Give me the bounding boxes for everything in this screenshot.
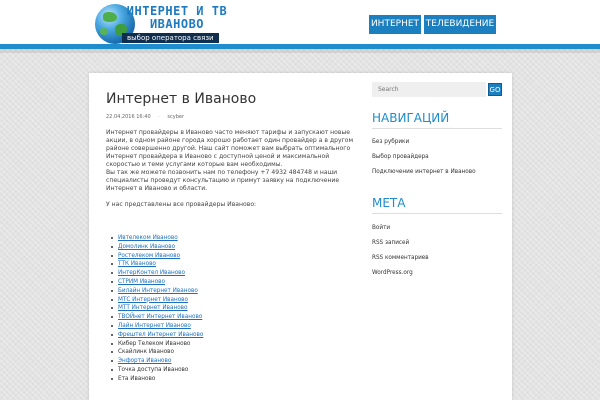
- post-paragraph-3: У нас представлены все провайдеры Иваново:: [106, 201, 257, 209]
- provider-link[interactable]: МТТ Интернет Иваново: [118, 305, 188, 312]
- list-item: [118, 331, 203, 340]
- widget-divider: [372, 213, 502, 214]
- sidebar-item-meta[interactable]: WordPress.org: [372, 270, 413, 276]
- meta-widget-title: МЕТА: [372, 196, 406, 210]
- sidebar-item-category[interactable]: Без рубрики: [372, 139, 410, 145]
- header-shadow: [0, 49, 600, 53]
- provider-link[interactable]: ТВОЙнет Интернет Иваново: [118, 314, 203, 321]
- search-box: [372, 82, 486, 97]
- site-header: [0, 0, 600, 44]
- site-title-line1: ИНТЕРНЕТ И ТВ: [126, 4, 228, 18]
- provider-link[interactable]: Энфорта Иваново: [118, 358, 172, 365]
- list-item: [118, 348, 203, 357]
- search-input[interactable]: [372, 82, 488, 97]
- sidebar-item-category[interactable]: Подключение интернет в Иваново: [372, 169, 476, 175]
- provider-link[interactable]: ИнтерКонтел Иваново: [118, 270, 186, 277]
- list-item: [118, 296, 203, 305]
- list-item: [118, 304, 203, 313]
- search-go-button[interactable]: GO: [488, 83, 502, 96]
- provider-text: Точка доступа Иваново: [118, 366, 189, 373]
- post-title[interactable]: Интернет в Иваново: [106, 91, 257, 107]
- list-item: [118, 278, 203, 287]
- site-tagline: выбор оператора связи: [122, 33, 219, 43]
- nav-item-tv[interactable]: ТЕЛЕВИДЕНИЕ: [424, 15, 496, 34]
- provider-text: Скайлинк Иваново: [118, 349, 175, 356]
- post-author[interactable]: scyber: [167, 114, 185, 120]
- widget-divider: [372, 128, 502, 129]
- provider-link[interactable]: Фрештел Интернет Иваново: [118, 331, 204, 338]
- provider-text: Ета Иваново: [118, 375, 156, 382]
- list-item: [118, 252, 203, 261]
- meta-separator: ·: [158, 114, 160, 120]
- site-title[interactable]: [118, 5, 236, 35]
- provider-link[interactable]: ТТК Иваново: [118, 261, 156, 268]
- list-item: [118, 375, 203, 384]
- list-item: [118, 243, 203, 252]
- post-paragraph-1: Интернет провайдеры в Иваново часто меняют тарифы и запускают новые акции, в одном районе города хорошо работает один провайдер а в другом районе совершенно другой. Наш сайт поможет вам выбрать оптимального Интернет провайдера в Иваново с доступной ценой и максимальной скоростью и теми услугами которые вам необходимы.: [106, 129, 354, 169]
- list-item: [118, 313, 203, 322]
- navigation-widget-title: НАВИГАЦИЙ: [372, 111, 450, 125]
- sidebar-item-meta[interactable]: RSS записей: [372, 240, 410, 246]
- provider-link[interactable]: Лайн Интернет Иваново: [118, 322, 191, 329]
- provider-link[interactable]: МТС Интернет Иваново: [118, 296, 189, 303]
- nav-item-internet[interactable]: ИНТЕРНЕТ: [369, 15, 421, 34]
- list-item: [118, 260, 203, 269]
- sidebar-item-category[interactable]: Выбор провайдера: [372, 154, 429, 160]
- site-title-line2: ИВАНОВО: [149, 17, 205, 31]
- post-body: [106, 129, 361, 209]
- provider-text: Кибер Телеком Иваново: [118, 340, 191, 347]
- provider-link[interactable]: Домолинк Иваново: [118, 243, 176, 250]
- provider-link[interactable]: СТРИМ Иваново: [118, 278, 165, 285]
- post-paragraph-2: Вы так же можете позвонить нам по телефону +7 4932 484748 и наши специалисты проведут консультацию и примут заявку на подключение Интернет в Иваново и области.: [106, 169, 340, 193]
- post-date: 22.04.2016 16:40: [106, 114, 151, 120]
- list-item: [118, 234, 203, 243]
- list-item: [118, 366, 203, 375]
- list-item: [118, 269, 203, 278]
- provider-link[interactable]: Ростелеком Иваново: [118, 252, 181, 259]
- sidebar-item-meta[interactable]: Войти: [372, 225, 391, 231]
- provider-link[interactable]: Ивтелеком Иваново: [118, 235, 178, 241]
- provider-link[interactable]: Билайн Интернет Иваново: [118, 287, 198, 294]
- sidebar-item-meta[interactable]: RSS комментариев: [372, 255, 429, 261]
- list-item: [118, 287, 203, 296]
- post-meta: [106, 114, 184, 120]
- list-item: [118, 357, 203, 366]
- provider-list: [118, 234, 203, 384]
- list-item: [118, 322, 203, 331]
- list-item: [118, 340, 203, 349]
